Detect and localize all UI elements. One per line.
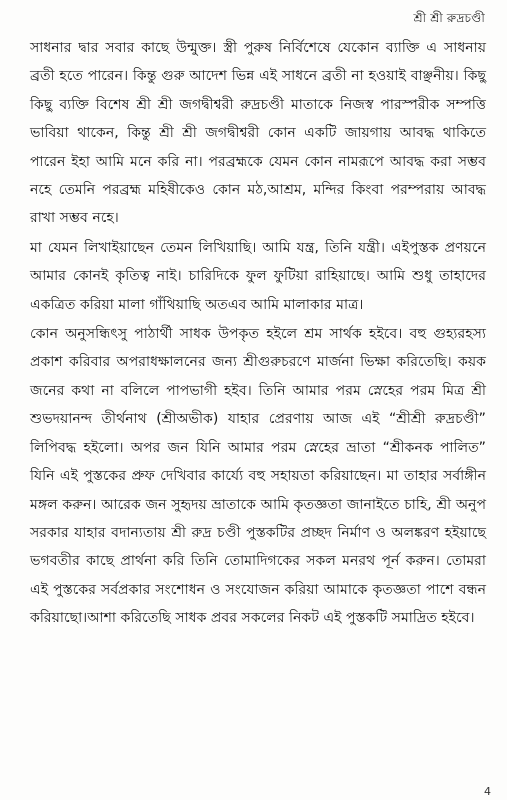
page-number: 4	[484, 785, 491, 798]
paragraph-2: মা যেমন লিখাইয়াছেন তেমন লিখিয়াছি। আমি যন্ত্র, তিনি যন্ত্রী। এইপুস্তক প্রণয়নে আমার কোনই কৃতিত্ব নাই। চারিদিকে ফুল ফুটিয়া রাহিয়াছে। আমি শুধু তাহাদের একত্রিত করিয়া মালা গাঁথিয়াছি অতএব আমি মালাকার মাত্র।	[30, 239, 486, 313]
running-head: শ্রী শ্রী রুদ্রচণ্ডী	[413, 11, 485, 25]
paragraph-3: কোন অনুসন্ধিৎসু পাঠার্থী সাধক উপকৃত হইলে শ্রম সার্থক হইবে। বহু গুহ্যরহস্য প্রকাশ করিবার অপরাধক্ষালনের জন্য শ্রীগুরুচরণে মার্জনা ভিক্ষা করিতেছি। কয়ক জনের কথা না বলিলে পাপভাগী হইব। তিনি আমার পরম স্নেহের পরম মিত্র শ্রী শুভদয়ানন্দ তীর্থনাথ (শ্রীঅভীক) যাহার প্রেরণায় আজ এই “শ্রীশ্রী রুদ্রচণ্ডী” লিপিবদ্ধ হইলো। অপর জন যিনি আমার পরম স্নেহের ভ্রাতা “শ্রীকনক পালিত” যিনি এই পুস্তকের প্রুফ দেখিবার কার্য্যে বহু সহায়তা করিয়াছেন। মা তাহার সর্বাঙ্গীন মঙ্গল করুন। আরেক জন সুহৃদয় ভ্রাতাকে আমি কৃতজ্ঞতা জানাইতে চাহি, শ্রী অনুপ সরকার যাহার বদান্যতায় শ্রী রুদ্র চণ্ডী পুস্তকটির প্রচ্ছদ নির্মাণ ও অলঙ্করণ হইয়াছে ভগবতীর কাছে প্রার্থনা করি তিনি তোমাদিগকের সকল মনরথ পূর্ন করুন। তোমরা এই পুস্তকের সর্বপ্রকার সংশোধন ও সংযোজন করিয়া আমাকে কৃতজ্ঞতা পাশে বন্ধন করিয়াছো।আশা করিতেছি সাধক প্রবর সকলের নিকট এই পুস্তকটি সমাদ্রিত হইবে।	[30, 326, 486, 627]
paragraph-1: সাধনার দ্বার সবার কাছে উন্মুক্ত। স্ত্রী পুরুষ নির্বিশেষে যেকোন ব্যাক্তি এ সাধনায় ব্রতী হতে পারেন। কিন্তু গুরু আদেশ ভিন্ন এই সাধনে ব্রতী না হওয়াই বাঞ্ছনীয়। কিছু কিছু ব্যক্তি বিশেষ শ্রী শ্রী জগদ্বীশ্বরী রুদ্রচণ্ডী মাতাকে নিজস্ব পারস্পরীক সম্পত্তি ভাবিয়া থাকেন, কিন্তু শ্রী শ্রী জগদ্বীশ্বরী কোন একটি জায়গায় আবদ্ধ থাকিতে পারেন ইহা আমি মনে করি না। পরব্রহ্মকে যেমন কোন নামরূপে আবদ্ধ করা সম্ভব নহে তেমনি পরব্রহ্ম মহিষীকেও কোন মঠ,আশ্রম, মন্দির কিংবা পরম্পরায় আবদ্ধ রাখা সম্ভব নহে।	[30, 40, 486, 227]
body-text	[30, 34, 486, 633]
